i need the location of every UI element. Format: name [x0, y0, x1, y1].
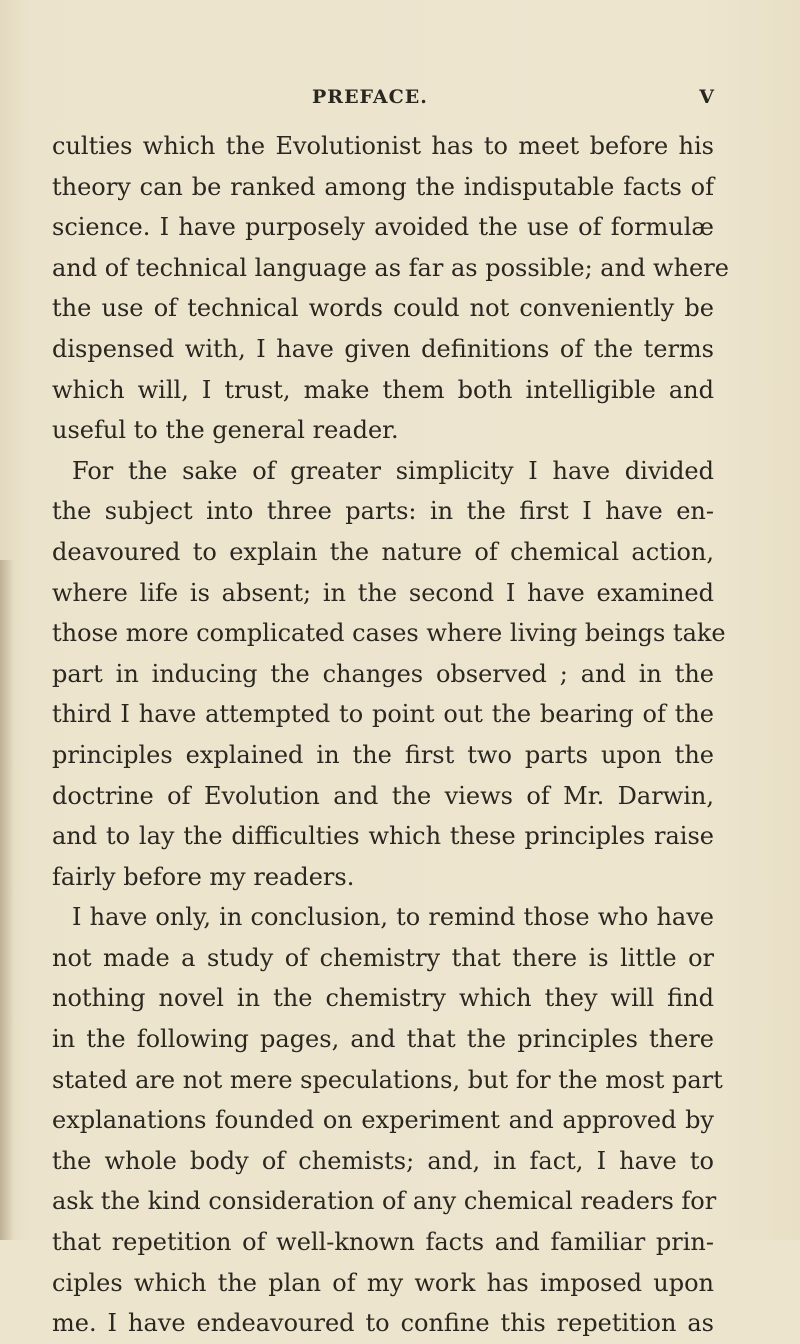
- text-line: third I have attempted to point out the bearing of the: [52, 700, 714, 729]
- text-line: that repetition of well-known facts and familiar prin-: [52, 1228, 714, 1257]
- text-line: ciples which the plan of my work has imposed upon: [52, 1268, 714, 1297]
- text-line: me. I have endeavoured to confine this repetition as: [52, 1309, 714, 1338]
- text-line: in the following pages, and that the principles there: [52, 1025, 714, 1054]
- text-line: doctrine of Evolution and the views of Mr. Darwin,: [52, 781, 714, 810]
- page-edge-shadow: [0, 560, 14, 1240]
- text-line: those more complicated cases where living beings take: [52, 619, 726, 648]
- text-line: and of technical language as far as possible; and where: [52, 253, 729, 282]
- paragraph-end-line: useful to the general reader.: [52, 416, 399, 445]
- text-line: the subject into three parts: in the first I have en-: [52, 497, 714, 526]
- text-line: culties which the Evolutionist has to meet before his: [52, 132, 714, 160]
- page-header: [52, 86, 714, 116]
- text-line: part in inducing the changes observed ; and in the: [52, 659, 714, 688]
- paragraph-start-line: I have only, in conclusion, to remind those who have: [72, 903, 714, 932]
- text-line: theory can be ranked among the indisputable facts of: [52, 172, 714, 201]
- running-head: PREFACE.: [312, 86, 428, 108]
- text-line: where life is absent; in the second I have examined: [52, 578, 714, 607]
- text-line: deavoured to explain the nature of chemical action,: [52, 537, 714, 566]
- text-line: dispensed with, I have given definitions of the terms: [52, 334, 714, 363]
- text-line: ask the kind consideration of any chemical readers for: [52, 1187, 717, 1216]
- text-line: principles explained in the first two parts upon the: [52, 740, 714, 769]
- paragraph-start-line: For the sake of greater simplicity I have divided: [72, 456, 714, 485]
- text-line: the whole body of chemists; and, in fact, I have to: [52, 1146, 714, 1175]
- text-line: not made a study of chemistry that there is little or: [52, 943, 714, 972]
- body-text: [52, 126, 729, 1344]
- text-line: which will, I trust, make them both intelligible and: [52, 375, 714, 404]
- text-line: science. I have purposely avoided the use of formulæ: [52, 213, 714, 242]
- text-line: and to lay the difficulties which these principles raise: [52, 822, 714, 851]
- text-line: the use of technical words could not conveniently be: [52, 294, 714, 323]
- text-line: nothing novel in the chemistry which they will find: [52, 984, 714, 1013]
- text-line: explanations founded on experiment and approved by: [52, 1106, 714, 1135]
- paragraph-end-line: fairly before my readers.: [52, 862, 355, 891]
- text-line: stated are not mere speculations, but for the most part: [52, 1065, 723, 1094]
- page-number: V: [699, 86, 714, 108]
